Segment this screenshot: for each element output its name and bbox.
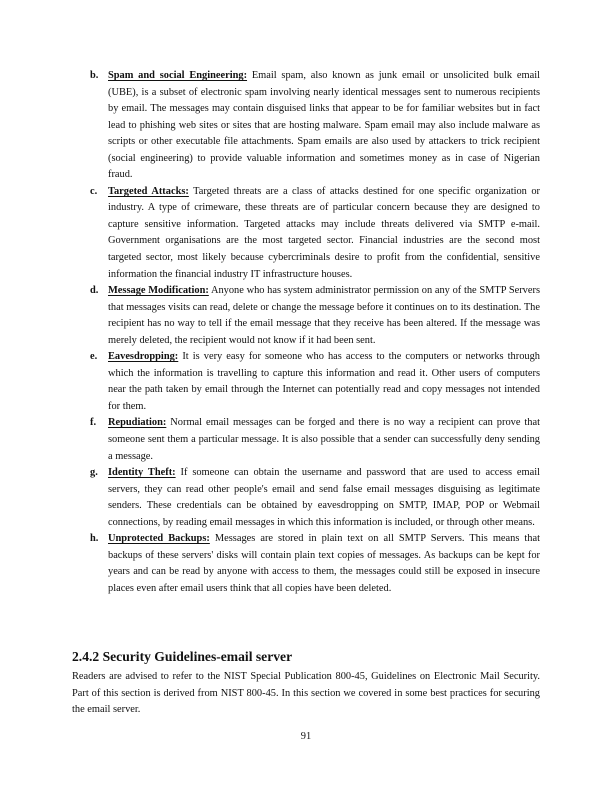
list-term: Eavesdropping: <box>108 351 179 363</box>
list-marker: e. <box>90 351 98 363</box>
list-item-identity-theft <box>90 465 541 531</box>
list-text: Email spam, also known as junk email or unsolicited bulk email (UBE), is a subset of electronic spam involving nearly identical messages sent to numerous recipients by email. The messages may contain disguised links that appear to be for familiar websites but in fact lead to phishing web sites or sites that are hosting malware. Spam email may also include malware as scripts or other executable file attachments. Spam emails are also used by attackers to trick recipient (social engineering) to provide valuable information and sometimes money as in case of Nigerian fraud. <box>108 70 540 181</box>
list-item-repudiation <box>90 415 540 465</box>
list-term: Spam and social Engineering: <box>108 70 248 81</box>
section-heading: 2.4.2 Security Guidelines-email server <box>72 649 293 664</box>
list-marker: c. <box>90 185 98 197</box>
list-term: Unprotected Backups: <box>108 533 210 545</box>
list-marker: h. <box>90 533 99 545</box>
list-text: Normal email messages can be forged and there is no way a recipient can prove that someone sent them a particular message. It is also possible that a sender can successfully deny sending a message. <box>108 417 540 462</box>
list-term: Repudiation: <box>108 417 167 429</box>
section-paragraph: Readers are advised to refer to the NIST Special Publication 800-45, Guidelines on Electronic Mail Security. Part of this section is derived from NIST 800-45. In this section we covered in some best practices for securing the email server. <box>72 671 540 715</box>
threat-list <box>0 68 612 598</box>
list-marker: f. <box>90 417 97 429</box>
list-item-eavesdropping <box>90 349 540 415</box>
list-text: It is very easy for someone who has access to the computers or networks through which the information is travelling to capture this information and read it. Other users of computers near the path taken by email through the Internet can potentially read and copy messages not intended for them. <box>108 351 540 412</box>
list-text: If someone can obtain the username and password that are used to access email servers, they can read other people's email and send false email messages disguising as legitimate senders. These credentials can be obtained by eavesdropping on SMTP, IMAP, POP or Webmail connections, by reading email messages in which this information is included, or through other means. <box>108 467 541 528</box>
list-marker: g. <box>90 467 98 479</box>
list-term: Identity Theft: <box>108 467 176 479</box>
page-number: 91 <box>300 731 312 742</box>
list-term: Message Modification: <box>108 285 209 297</box>
list-marker: d. <box>90 285 99 297</box>
list-term: Targeted Attacks: <box>108 185 189 197</box>
list-text: Targeted threats are a class of attacks destined for one specific organization or industry. A type of crimeware, these threats are of particular concern because they are designed to capture sensitive information. Targeted attacks may include threats delivered via SMTP e-mail. Government organisations are the most targeted sector. Financial industries are the second most targeted sector, most likely because cybercriminals desire to profit from the confidential, sensitive information the financial industry IT infrastructure houses. <box>108 185 540 280</box>
list-item-message-modification <box>90 283 540 349</box>
list-text: Messages are stored in plain text on all SMTP Servers. This means that backups of these servers' disks will contain plain text copies of messages. As backups can be kept for years and can be read by anyone with access to them, the messages could still be exposed in insecure places even after email users think that all copies have been deleted. <box>108 533 540 594</box>
list-marker: b. <box>90 70 99 81</box>
list-item-unprotected-backups <box>90 531 540 597</box>
list-item-targeted-attacks <box>90 184 540 283</box>
list-text: Anyone who has system administrator permission on any of the SMTP Servers that messages visits can read, delete or change the message before it continues on to its destination. The recipient has no way to tell if the email message that they receive has been altered. If the message was merely deleted, the recipient would not know if it had been sent. <box>108 285 540 346</box>
list-item-spam <box>90 68 540 184</box>
